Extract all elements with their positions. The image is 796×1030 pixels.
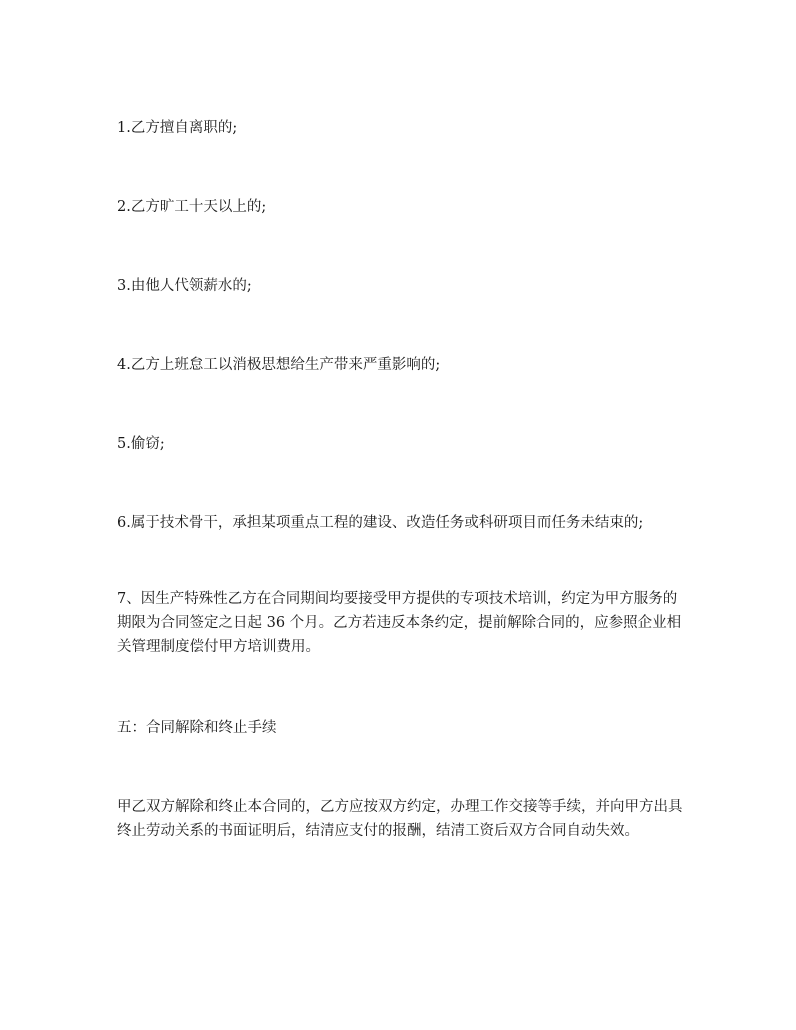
clause-item-7: 7、因生产特殊性乙方在合同期间均要接受甲方提供的专项技术培训，约定为甲方服务的期限为合同签定之日起 36 个月。乙方若违反本条约定，提前解除合同的，应参照企业相关管理制度偿付甲方培训费用。 bbox=[117, 591, 682, 655]
section-heading: 五：合同解除和终止手续 bbox=[117, 720, 277, 736]
clause-item-6: 6.属于技术骨干，承担某项重点工程的建设、改造任务或科研项目而任务未结束的; bbox=[117, 515, 644, 531]
clause-item-3: 3.由他人代领薪水的; bbox=[117, 278, 252, 294]
clause-item-4: 4.乙方上班怠工以消极思想给生产带来严重影响的; bbox=[117, 357, 441, 373]
clause-item-1: 1.乙方擅自离职的; bbox=[117, 120, 238, 136]
clause-item-2: 2.乙方旷工十天以上的; bbox=[117, 199, 267, 215]
clause-item-5: 5.偷窃; bbox=[117, 436, 165, 452]
section-body: 甲乙双方解除和终止本合同的，乙方应按双方约定，办理工作交接等手续，并向甲方出具终止劳动关系的书面证明后，结清应支付的报酬，结清工资后双方合同自动失效。 bbox=[117, 799, 683, 839]
